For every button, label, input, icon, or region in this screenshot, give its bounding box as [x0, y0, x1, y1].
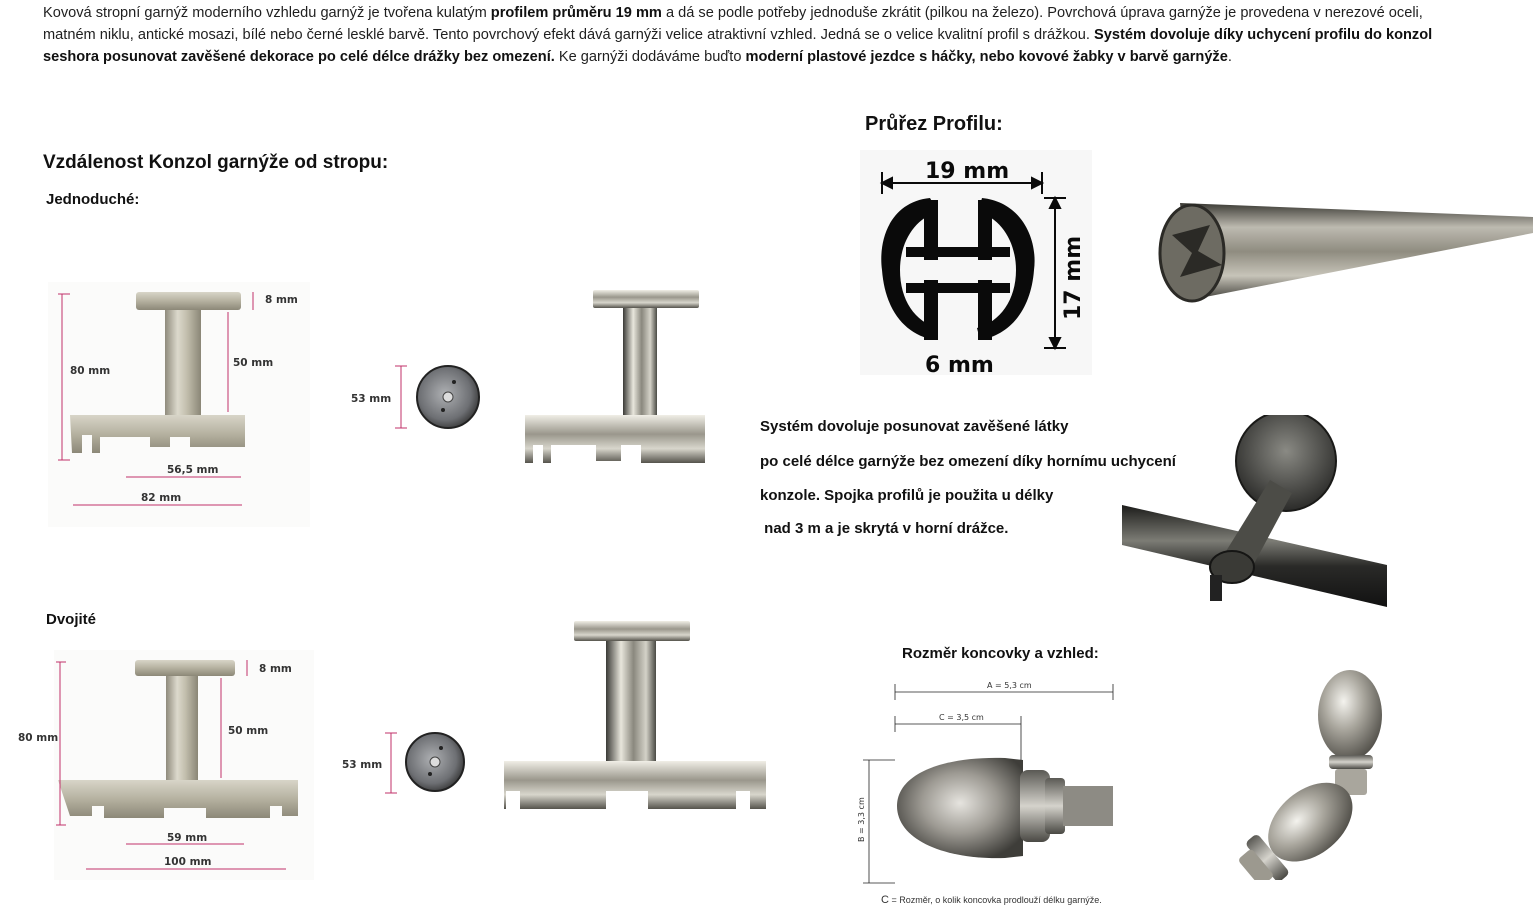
double-heading: Dvojité: [46, 611, 97, 628]
double-height-dim: 80 mm: [18, 732, 59, 744]
single-heading: Jednoduché:: [46, 191, 140, 208]
stem: [165, 310, 201, 415]
finial-heading: Rozměr koncovky a vzhled:: [902, 645, 1099, 662]
finial-shape: [897, 758, 1023, 858]
single-stem-dim: 50 mm: [233, 357, 274, 369]
intro-text-1: Kovová stropní garnýž moderního vzhledu garnýž je tvořena kulatým: [43, 5, 491, 21]
double-bracket-diagram: [14, 650, 314, 880]
single-height-dim: 80 mm: [70, 365, 111, 377]
system-text-line-3: konzole. Spojka profilů je použita u délky: [760, 487, 1054, 504]
finial-caption-text: = Rozměr, o kolik koncovka prodlouží délku garnýže.: [888, 895, 1102, 905]
intro-bold-2: Systém dovoluje díky uchycení profilu do konzol seshora posunovat zavěšené dekorace po celé délce drážky bez omezení.: [43, 27, 1433, 65]
finial-b-dim: B = 3,3 cm: [857, 797, 866, 842]
intro-bold-3: moderní plastové jezdce s háčky, nebo kovové žabky v barvě garnýže: [745, 49, 1228, 65]
single-bracket-photo: [520, 287, 710, 467]
intro-text-3: Ke garnýži dodáváme buďto: [554, 49, 746, 65]
single-top-dim: 8 mm: [265, 294, 298, 306]
intro-bold-1: profilem průměru 19 mm: [490, 5, 662, 21]
profile-gap-dim: 6 mm: [925, 353, 994, 375]
single-disc-dim: 53 mm: [351, 393, 392, 405]
profile-width-dim: 19 mm: [925, 159, 1010, 184]
profile-height-dim: 17 mm: [1061, 235, 1086, 320]
finial-photo: [1225, 665, 1405, 880]
single-width-dim: 82 mm: [141, 492, 182, 504]
double-disc-dim: 53 mm: [342, 759, 383, 771]
finial-diagram: [855, 678, 1125, 893]
rail-photo: [1150, 185, 1533, 310]
single-disc-diagram: [345, 355, 485, 445]
double-bracket-photo: [500, 618, 770, 818]
finial-caption-prefix: C: [881, 894, 889, 906]
finial-caption: [881, 894, 1102, 906]
double-width-dim: 100 mm: [164, 856, 212, 868]
intro-text-4: .: [1227, 49, 1232, 65]
ceiling-plate: [136, 292, 241, 310]
double-stem-dim: 50 mm: [228, 725, 269, 737]
double-inner-dim: 59 mm: [167, 832, 208, 844]
intro-text-2: a dá se podle potřeby jednoduše zkrátit (pilkou na železo). Povrchová úprava garnýže je provedena v nerezové oceli, matném niklu, antické mosazi, bílé nebo černé lesklé barvě. Tento povrchový efekt dává garnýži velice atraktivní vzhled. Jedná se o velice kvalitní profil s drážkou.: [43, 5, 1423, 43]
single-bracket-diagram: [48, 282, 310, 527]
single-inner-dim: 56,5 mm: [167, 464, 219, 476]
profile-heading: Průřez Profilu:: [865, 113, 1003, 135]
finial-a-dim: A = 5,3 cm: [987, 681, 1032, 690]
finial-upright: [1318, 670, 1382, 760]
system-text-line-4: nad 3 m a je skrytá v horní drážce.: [760, 520, 1009, 537]
profile-cross-section: [860, 150, 1092, 375]
intro-paragraph: [43, 2, 1443, 68]
finial-c-dim: C = 3,5 cm: [939, 713, 984, 722]
distance-heading: Vzdálenost Konzol garnýže od stropu:: [43, 152, 389, 173]
double-top-dim: 8 mm: [259, 663, 292, 675]
system-text-line-2: po celé délce garnýže bez omezení díky hornímu uchycení: [760, 453, 1176, 470]
double-disc-diagram: [335, 720, 475, 810]
system-text-line-1: Systém dovoluje posunovat zavěšené látky: [760, 418, 1069, 435]
bracket-on-rail-photo: [1120, 415, 1390, 610]
